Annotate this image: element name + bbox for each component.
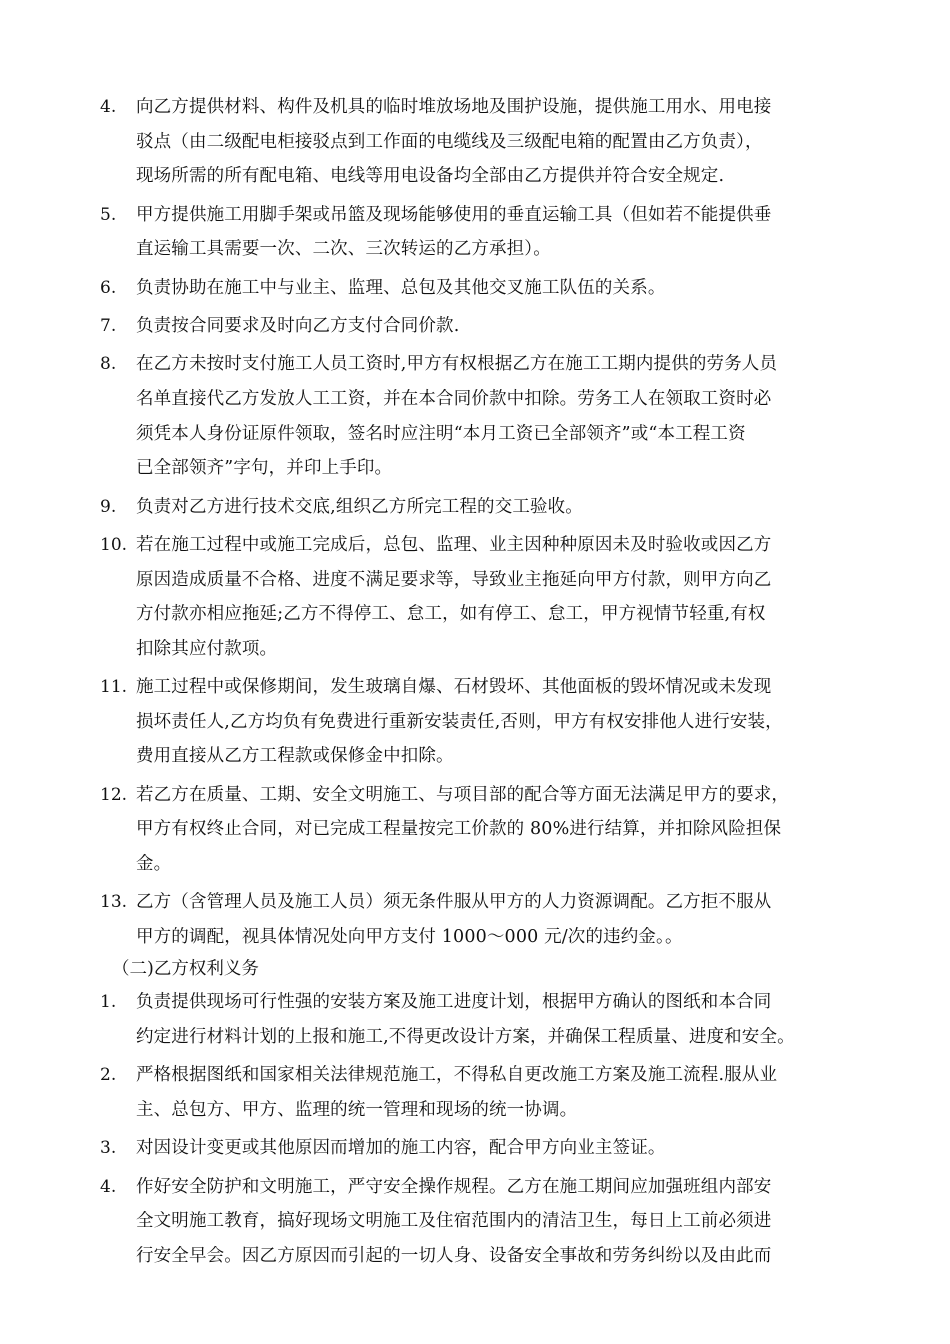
list-item-text-line: 若在施工过程中或施工完成后，总包、监理、业主因种种原因未及时验收或因乙方 (136, 535, 772, 555)
list-item-text-line: 金。 (136, 853, 172, 874)
list-item-text-line: 在乙方未按时支付施工人员工资时,甲方有权根据乙方在施工工期内提供的劳务人员 (136, 354, 778, 375)
list-item-text-line: 甲方提供施工用脚手架或吊篮及现场能够使用的垂直运输工具（但如若不能提供垂 (136, 204, 772, 225)
list-item-text-line: 甲方有权终止合同，对已完成工程量按完工价款的 80%进行结算，并扣除风险担保 (136, 819, 782, 840)
list-item-text-line: 名单直接代乙方发放人工工资，并在本合同价款中扣除。劳务工人在领取工资时必 (136, 388, 772, 409)
list-item-number: 3. (100, 1138, 117, 1159)
list-item-text-line: 扣除其应付款项。 (136, 638, 278, 659)
list-item-text-line: 向乙方提供材料、构件及机具的临时堆放场地及围护设施，提供施工用水、用电接 (136, 97, 772, 117)
list-item-text-line: 负责按合同要求及时向乙方支付合同价款. (136, 316, 460, 336)
list-item-number: 7. (100, 316, 117, 336)
list-item-text-line: 全文明施工教育，搞好现场文明施工及住宿范围内的清洁卫生，每日上工前必须进 (136, 1211, 772, 1232)
list-item-text-line: 原因造成质量不合格、进度不满足要求等，导致业主拖延向甲方付款，则甲方向乙 (136, 569, 772, 590)
list-item-number: 4. (100, 1176, 117, 1197)
list-item-text-line: 甲方的调配，视具体情况处向甲方支付 1000～000 元/次的违约金。。 (136, 926, 683, 947)
list-item-number: 5. (100, 204, 117, 225)
list-item-text-line: 行安全早会。因乙方原因而引起的一切人身、设备安全事故和劳务纠纷以及由此而 (136, 1245, 772, 1266)
list-item-text-line: 若乙方在质量、工期、安全文明施工、与项目部的配合等方面无法满足甲方的要求， (136, 784, 790, 805)
list-item-number: 2. (100, 1065, 117, 1086)
list-item-text-line: 直运输工具需要一次、二次、三次转运的乙方承担）。 (136, 239, 551, 260)
list-item-text-line: 损坏责任人,乙方均负有免费进行重新安装责任,否则，甲方有权安排他人进行安装， (136, 711, 783, 732)
list-item-text-line: 施工过程中或保修期间，发生玻璃自爆、石材毁坏、其他面板的毁坏情况或未发现 (136, 677, 772, 698)
list-item-number: 11. (100, 677, 128, 698)
list-item-text-line: 主、总包方、甲方、监理的统一管理和现场的统一协调。 (136, 1099, 578, 1120)
list-item-text-line: 驳点（由二级配电柜接驳点到工作面的电缆线及三级配电箱的配置由乙方负责）， (136, 131, 763, 152)
list-item-text-line: 严格根据图纸和国家相关法律规范施工，不得私自更改施工方案及施工流程.服从业 (136, 1065, 778, 1086)
list-item-number: 13. (100, 892, 128, 913)
list-item-text-line: 负责协助在施工中与业主、监理、总包及其他交叉施工队伍的关系。 (136, 277, 666, 298)
list-item-text-line: 约定进行材料计划的上报和施工,不得更改设计方案，并确保工程质量、进度和安全。 (136, 1026, 795, 1047)
list-item-text-line: 乙方（含管理人员及施工人员）须无条件服从甲方的人力资源调配。乙方拒不服从 (136, 892, 772, 913)
list-item-text-line: 现场所需的所有配电箱、电线等用电设备均全部由乙方提供并符合安全规定. (136, 166, 725, 187)
list-item-number: 8. (100, 354, 117, 375)
list-item-text-line: 负责对乙方进行技术交底,组织乙方所完工程的交工验收。 (136, 496, 583, 517)
list-item-text-line: 对因设计变更或其他原因而增加的施工内容，配合甲方向业主签证。 (136, 1138, 666, 1159)
list-item-text-line: 须凭本人身份证原件领取，签名时应注明“本月工资已全部领齐”或“本工程工资 (136, 423, 746, 444)
list-item-number: 12. (100, 784, 128, 805)
list-item-number: 9. (100, 496, 117, 517)
list-item-number: 4. (100, 97, 117, 117)
list-item-text-line: 方付款亦相应拖延;乙方不得停工、怠工，如有停工、怠工，甲方视情节轻重,有权 (136, 604, 766, 625)
list-item-number: 10. (100, 535, 128, 555)
list-item-number: 6. (100, 277, 117, 298)
list-item-text-line: 作好安全防护和文明施工，严守安全操作规程。乙方在施工期间应加强班组内部安 (136, 1176, 772, 1197)
list-item-text-line: 费用直接从乙方工程款或保修金中扣除。 (136, 746, 454, 767)
section-two-heading: （二)乙方权利义务 (112, 959, 259, 980)
list-item-number: 1. (100, 992, 117, 1013)
list-item-text-line: 负责提供现场可行性强的安装方案及施工进度计划，根据甲方确认的图纸和本合同 (136, 992, 772, 1013)
list-item-text-line: 已全部领齐”字句，并印上手印。 (136, 458, 393, 479)
